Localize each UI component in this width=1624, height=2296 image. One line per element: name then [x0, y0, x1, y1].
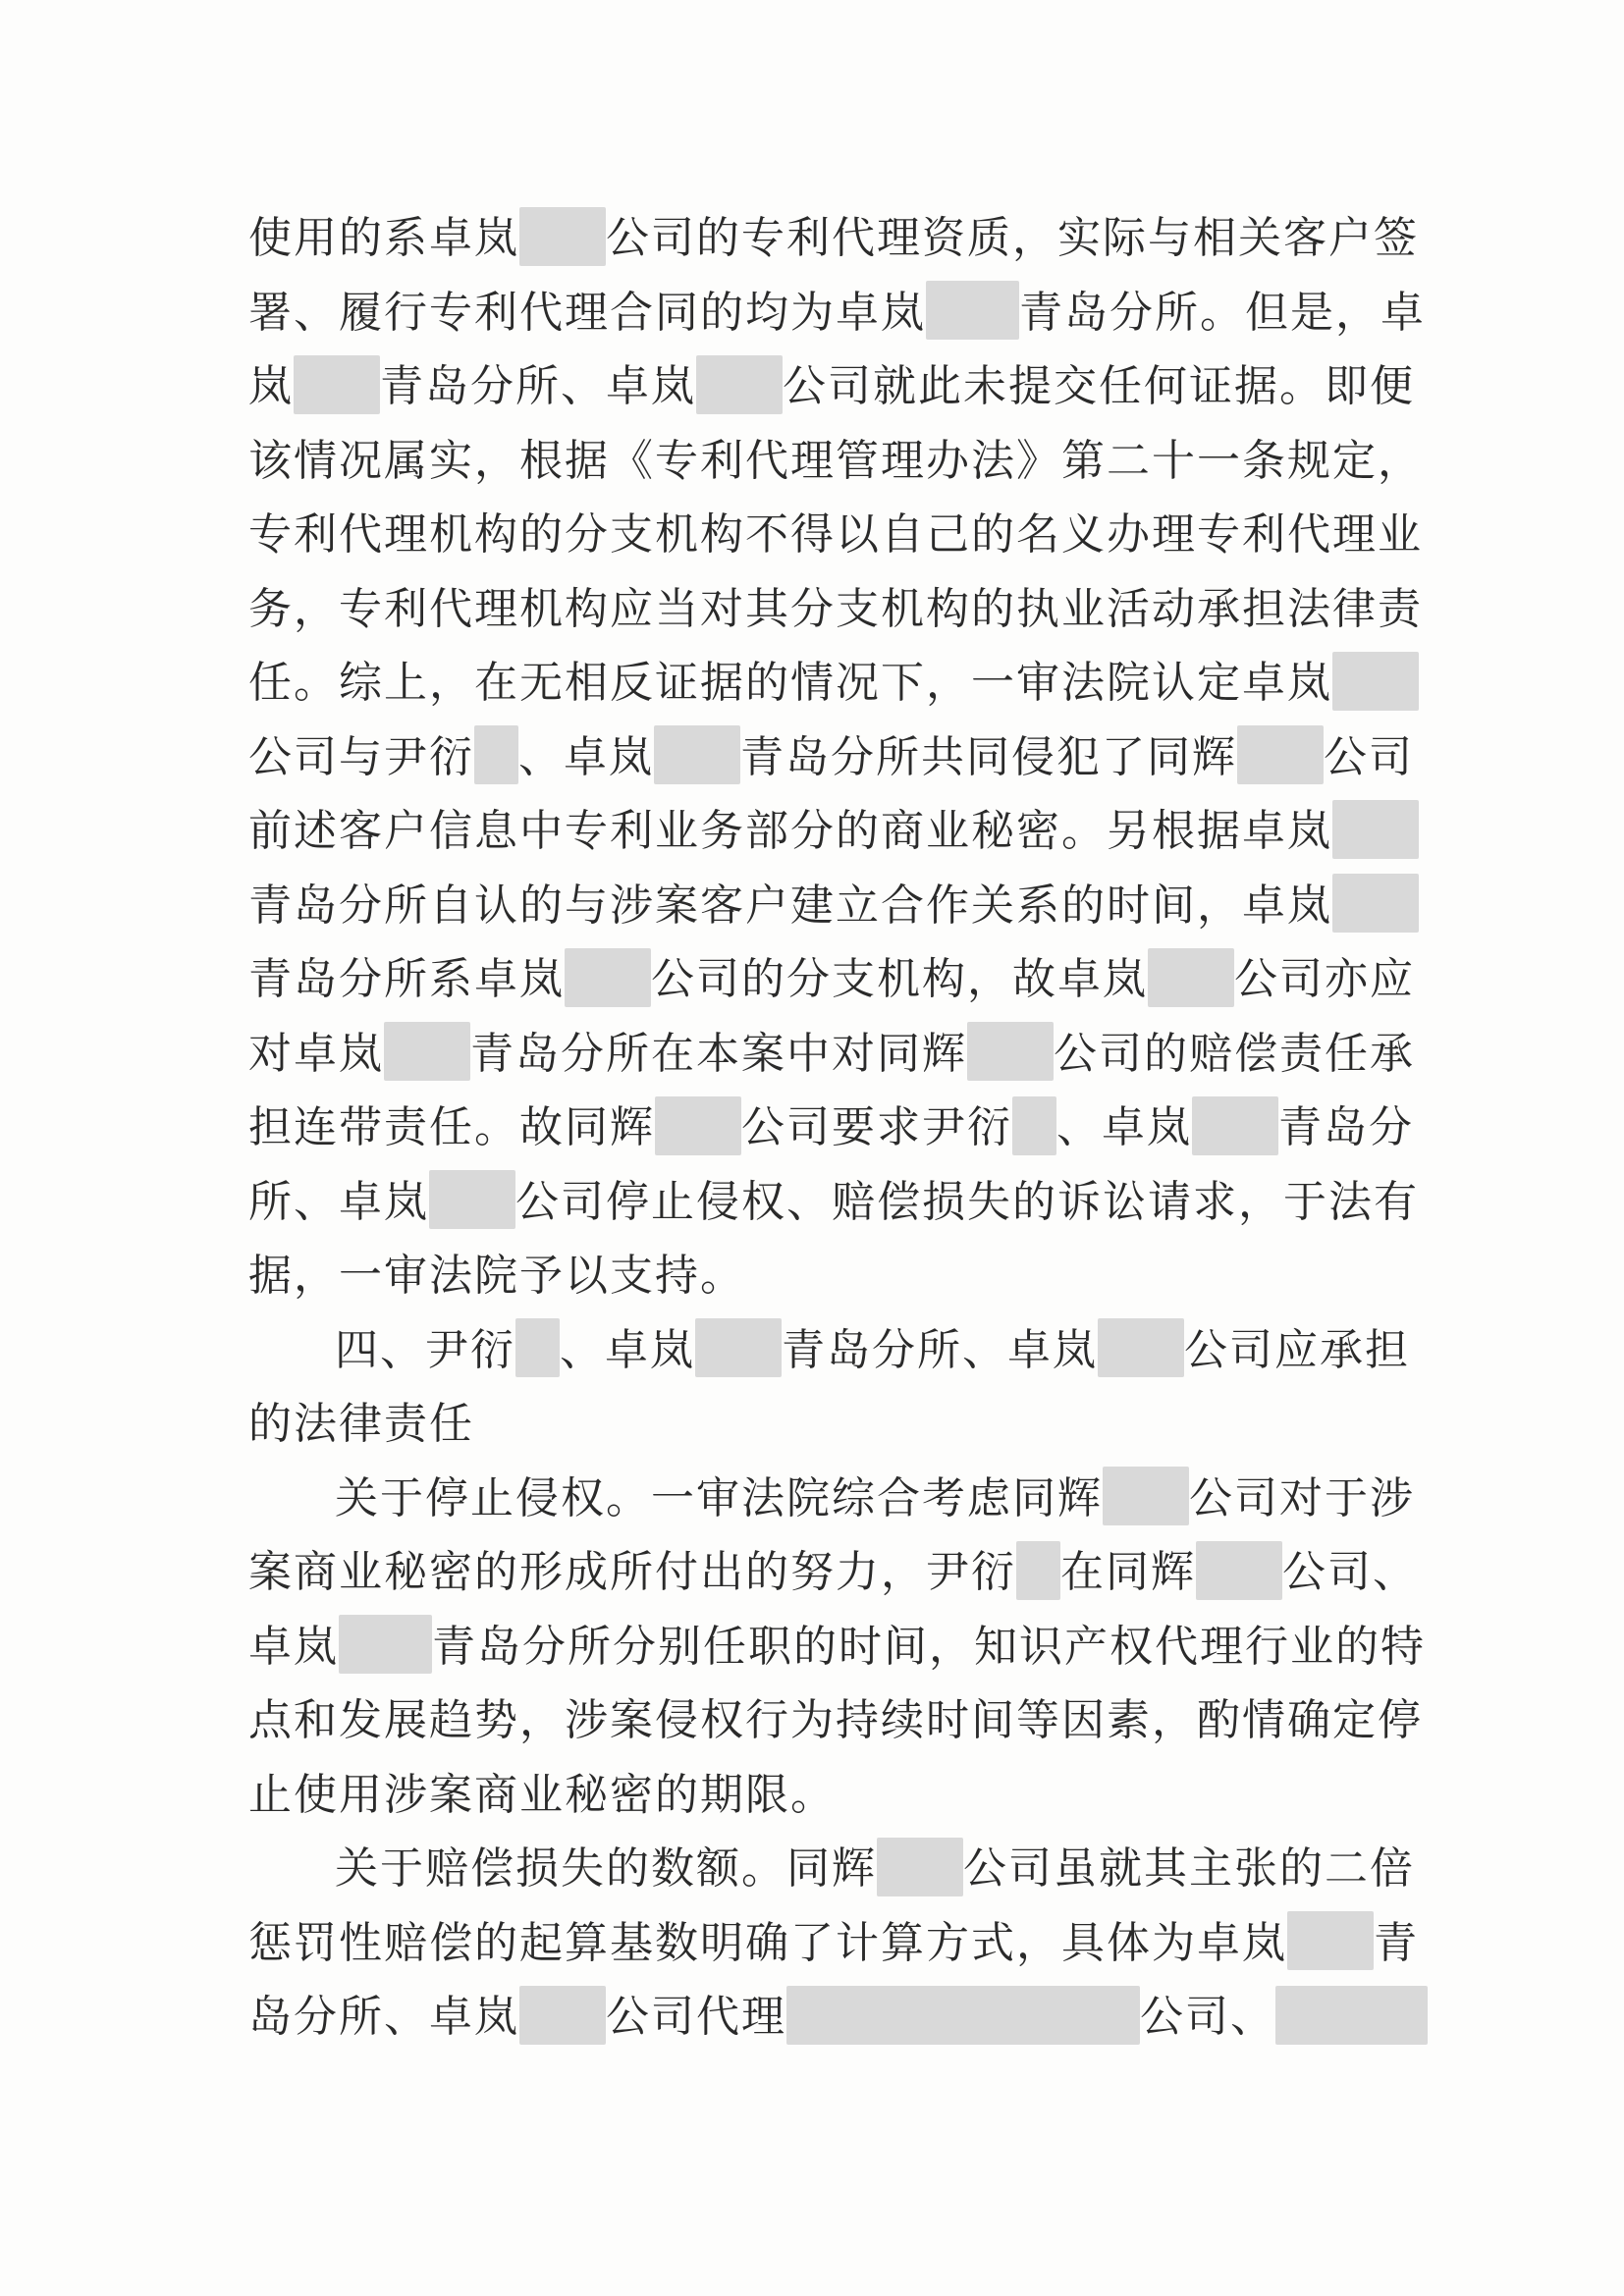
redaction-block	[877, 1838, 963, 1896]
text-line	[248, 721, 1414, 795]
redaction-block	[1332, 874, 1419, 933]
redaction-block	[429, 1170, 515, 1229]
text-line	[248, 1980, 1387, 2055]
redaction-block	[655, 1096, 741, 1155]
redaction-block	[384, 1022, 470, 1081]
text-segment: 公司代理	[606, 1992, 786, 2042]
redaction-block	[1192, 1096, 1278, 1155]
text-line	[248, 1091, 1414, 1165]
text-segment: 止使用涉案商业秘密的期限。	[248, 1769, 836, 1820]
text-segment: 公司应承担	[1184, 1324, 1410, 1375]
text-segment: 公司与尹衍	[248, 731, 474, 782]
text-segment: 四、尹衍	[335, 1324, 515, 1375]
text-segment: 据，一审法院予以支持。	[248, 1251, 745, 1301]
text-segment: 公司的赔偿责任承	[1054, 1028, 1415, 1079]
text-segment: 青岛分所、卓岚	[380, 361, 696, 411]
redaction-block	[1275, 1986, 1428, 2045]
redaction-block	[926, 281, 1019, 340]
text-segment: 公司、	[1140, 1992, 1275, 2042]
text-segment: 惩罚性赔偿的起算基数明确了计算方式，具体为卓岚	[248, 1917, 1287, 1968]
text-line	[248, 1017, 1415, 1092]
text-segment: 案商业秘密的形成所付出的努力，尹衍	[248, 1547, 1016, 1597]
redaction-block	[1287, 1911, 1374, 1970]
text-segment: 务，专利代理机构应当对其分支机构的执业活动承担法律责	[248, 583, 1423, 634]
text-segment: 前述客户信息中专利业务部分的商业秘密。另根据卓岚	[248, 806, 1332, 856]
text-segment: 青	[1374, 1917, 1419, 1968]
text-segment: 的法律责任	[248, 1399, 474, 1449]
text-line	[248, 498, 1423, 572]
text-segment: 青岛分所自认的与涉案客户建立合作关系的时间，卓岚	[248, 880, 1332, 931]
text-segment: 卓岚	[248, 1621, 339, 1672]
text-line	[248, 1387, 1387, 1462]
redaction-block	[654, 725, 740, 784]
text-segment: 公司的专利代理资质，实际与相关客户签	[606, 213, 1419, 263]
text-segment: 公司的分支机构，故卓岚	[651, 954, 1148, 1004]
text-segment: 使用的系卓岚	[248, 213, 519, 263]
text-segment: 点和发展趋势，涉案侵权行为持续时间等因素，酌情确定停	[248, 1695, 1423, 1745]
text-segment: 公司就此未提交任何证据。即便	[783, 361, 1415, 411]
text-segment: 在同辉	[1060, 1547, 1196, 1597]
text-segment: 青岛分所、卓岚	[782, 1324, 1098, 1375]
redaction-block	[1016, 1541, 1060, 1600]
redaction-block	[519, 1986, 606, 2045]
text-segment: 青岛分所在本案中对同辉	[470, 1028, 967, 1079]
text-segment: 担连带责任。故同辉	[248, 1102, 655, 1152]
redaction-block	[696, 355, 783, 414]
text-line	[248, 1165, 1419, 1240]
text-segment: 岛分所、卓岚	[248, 1992, 519, 2042]
text-line	[248, 349, 1415, 424]
text-segment: 任。综上，在无相反证据的情况下，一审法院认定卓岚	[248, 658, 1332, 708]
text-segment: 青岛分所共同侵犯了同辉	[740, 731, 1237, 782]
redaction-block	[1103, 1467, 1189, 1525]
redaction-block	[967, 1022, 1054, 1081]
text-line	[248, 424, 1423, 499]
text-line	[248, 646, 1387, 721]
text-segment: 公司要求尹衍	[741, 1102, 1012, 1152]
text-line	[248, 1610, 1426, 1684]
redaction-block	[515, 1318, 560, 1377]
text-line	[248, 1313, 1410, 1388]
text-line	[248, 1535, 1418, 1610]
text-line	[248, 1683, 1423, 1758]
text-segment: 、卓岚	[1056, 1102, 1192, 1152]
text-segment: 、卓岚	[518, 731, 654, 782]
redaction-block	[294, 355, 380, 414]
redaction-block	[1012, 1096, 1056, 1155]
redaction-block	[339, 1615, 432, 1674]
text-segment: 青岛分所分别任职的时间，知识产权代理行业的特	[432, 1621, 1426, 1672]
text-segment: 公司虽就其主张的二倍	[963, 1843, 1415, 1894]
text-segment: 关于赔偿损失的数额。同辉	[335, 1843, 877, 1894]
text-segment: 对卓岚	[248, 1028, 384, 1079]
text-segment: 、卓岚	[560, 1324, 695, 1375]
redaction-block	[1237, 725, 1324, 784]
redaction-block	[1332, 800, 1419, 859]
text-line	[248, 572, 1423, 647]
text-line	[248, 201, 1419, 276]
text-segment: 署、履行专利代理合同的均为卓岚	[248, 287, 926, 338]
text-segment: 公司	[1324, 731, 1414, 782]
text-line	[248, 869, 1387, 943]
judgment-text-body	[248, 201, 1426, 2055]
text-segment: 青岛分所系卓岚	[248, 954, 565, 1004]
text-segment: 该情况属实，根据《专利代理管理办法》第二十一条规定，	[248, 435, 1423, 486]
text-segment: 公司、	[1282, 1547, 1418, 1597]
text-line	[248, 276, 1426, 350]
text-line	[248, 1758, 1387, 1833]
text-segment: 青岛分所。但是，卓	[1019, 287, 1426, 338]
redaction-block	[695, 1318, 782, 1377]
redaction-block	[1332, 652, 1419, 711]
text-segment: 岚	[248, 361, 294, 411]
text-line	[248, 794, 1387, 869]
text-segment: 专利代理机构的分支机构不得以自己的名义办理专利代理业	[248, 509, 1423, 560]
text-line	[248, 942, 1415, 1017]
redaction-block	[1098, 1318, 1184, 1377]
redaction-block	[565, 948, 651, 1007]
text-segment: 关于停止侵权。一审法院综合考虑同辉	[335, 1472, 1103, 1523]
redaction-block	[474, 725, 518, 784]
text-segment: 青岛分	[1278, 1102, 1414, 1152]
text-segment: 所、卓岚	[248, 1176, 429, 1227]
text-segment: 公司停止侵权、赔偿损失的诉讼请求，于法有	[515, 1176, 1419, 1227]
redaction-block	[1148, 948, 1234, 1007]
text-line	[248, 1239, 1387, 1313]
text-segment: 公司亦应	[1234, 954, 1415, 1004]
redaction-block	[519, 207, 606, 266]
text-line	[248, 1832, 1415, 1906]
text-line	[248, 1462, 1415, 1536]
text-segment: 公司对于涉	[1189, 1472, 1415, 1523]
redaction-block	[1196, 1541, 1282, 1600]
redaction-block	[786, 1986, 1140, 2045]
text-line	[248, 1906, 1419, 1981]
